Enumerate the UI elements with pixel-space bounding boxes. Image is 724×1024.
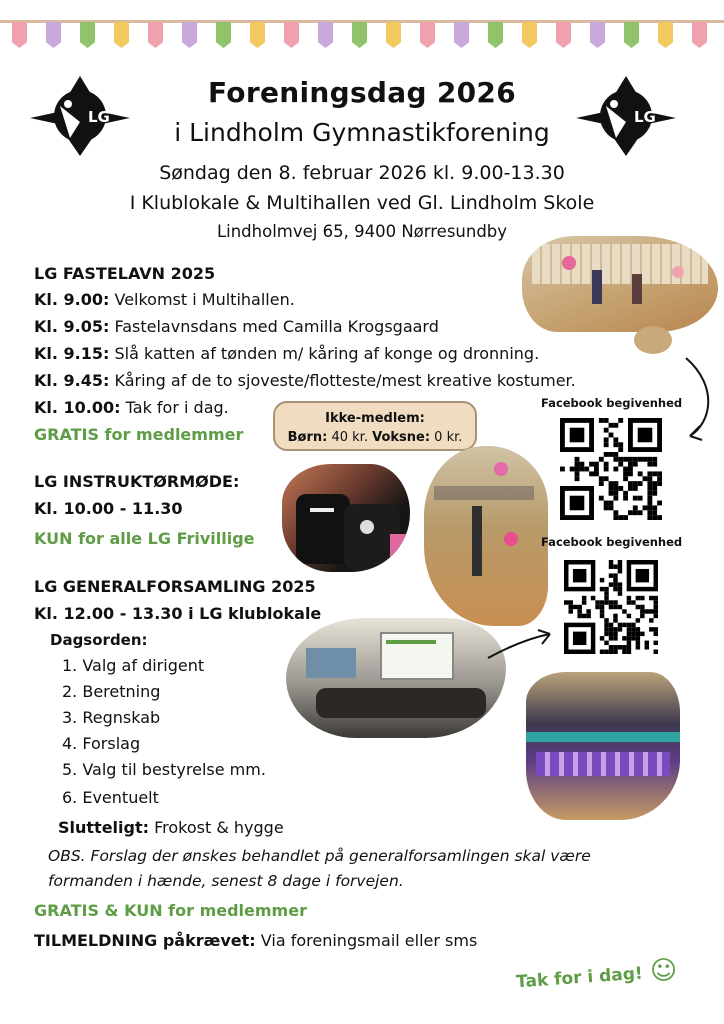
photo-cat-barrel bbox=[424, 446, 548, 626]
instruktor-note: KUN for alle LG Frivillige bbox=[34, 529, 255, 548]
bunting-flag bbox=[590, 22, 605, 48]
photo-gymnastics-group bbox=[526, 672, 680, 820]
logo-text: LG bbox=[88, 108, 110, 126]
gf-price-note: GRATIS & KUN for medlemmer bbox=[34, 901, 307, 920]
page-subtitle: i Lindholm Gymnastikforening bbox=[174, 118, 550, 147]
event-date: Søndag den 8. februar 2026 kl. 9.00-13.30 bbox=[159, 162, 565, 184]
bunting-flag bbox=[454, 22, 469, 48]
bunting-flag bbox=[148, 22, 163, 48]
instruktor-time: Kl. 10.00 - 11.30 bbox=[34, 499, 183, 518]
bunting-flag bbox=[216, 22, 231, 48]
bunting-flag bbox=[250, 22, 265, 48]
bunting-flag bbox=[386, 22, 401, 48]
event-address: Lindholmvej 65, 9400 Nørresundby bbox=[216, 222, 508, 241]
nonmember-prices: Børn: 40 kr. Voksne: 0 kr. bbox=[287, 430, 463, 445]
photo-fastelavn-hall bbox=[522, 236, 718, 332]
smiley-icon: ☺ bbox=[650, 956, 678, 986]
bunting-flag bbox=[522, 22, 537, 48]
event-venue: I Klublokale & Multihallen ved Gl. Lindholm Skole bbox=[129, 192, 595, 214]
arrow-icon bbox=[678, 356, 718, 446]
agenda-item: 6. Eventuelt bbox=[62, 788, 159, 807]
qr-label-2: Facebook begivenhed bbox=[541, 535, 683, 549]
nonmember-price-bubble bbox=[273, 401, 477, 451]
agenda-item: 1. Valg af dirigent bbox=[62, 656, 205, 675]
thanks-text: Tak for i dag! bbox=[515, 963, 644, 993]
agenda-item: 2. Beretning bbox=[62, 682, 161, 701]
gf-signup: TILMELDNING påkrævet: Via foreningsmail eller sms bbox=[34, 931, 478, 950]
qr-code-1[interactable] bbox=[560, 418, 662, 520]
instruktor-heading: LG INSTRUKTØRMØDE: bbox=[34, 472, 240, 491]
page-title: Foreningsdag 2026 bbox=[208, 76, 516, 109]
agenda-heading: Dagsorden: bbox=[50, 631, 148, 649]
bunting-flag bbox=[182, 22, 197, 48]
bunting-flag bbox=[284, 22, 299, 48]
lg-logo-left bbox=[30, 76, 130, 156]
bunting-flag bbox=[12, 22, 27, 48]
bunting-flag bbox=[556, 22, 571, 48]
bunting-flag bbox=[420, 22, 435, 48]
nonmember-heading: Ikke-medlem: bbox=[325, 411, 425, 426]
bunting-flag bbox=[318, 22, 333, 48]
bunting-flag bbox=[46, 22, 61, 48]
bunting-flag bbox=[488, 22, 503, 48]
arrow-icon bbox=[486, 626, 556, 662]
bunting-flag bbox=[658, 22, 673, 48]
bunting-flag bbox=[352, 22, 367, 48]
gf-heading: LG GENERALFORSAMLING 2025 bbox=[34, 577, 316, 596]
qr-label-1: Facebook begivenhed bbox=[541, 396, 683, 410]
agenda-item: 5. Valg til bestyrelse mm. bbox=[62, 760, 266, 779]
schedule-item: Kl. 9.05: Fastelavnsdans med Camilla Krogsgaard bbox=[34, 317, 439, 336]
fastelavn-heading: LG FASTELAVN 2025 bbox=[34, 264, 216, 283]
photo-meeting-room bbox=[286, 618, 506, 738]
logo-text: LG bbox=[634, 108, 656, 126]
qr-code-2[interactable] bbox=[564, 560, 658, 654]
photo-instruktor-shirts bbox=[282, 464, 410, 572]
photo-blob-small bbox=[634, 326, 672, 354]
schedule-item: Kl. 9.15: Slå katten af tønden m/ kåring af konge og dronning. bbox=[34, 344, 540, 363]
agenda-item: 4. Forslag bbox=[62, 734, 141, 753]
schedule-item: Kl. 9.00: Velkomst i Multihallen. bbox=[34, 290, 295, 309]
bunting-flag bbox=[114, 22, 129, 48]
gf-obs-line2: formanden i hænde, senest 8 dage i forvejen. bbox=[48, 872, 404, 890]
gf-finally: Slutteligt: Frokost & hygge bbox=[58, 818, 284, 837]
fastelavn-price-note: GRATIS for medlemmer bbox=[34, 425, 244, 444]
gf-obs-line1: OBS. Forslag der ønskes behandlet på generalforsamlingen skal være bbox=[48, 847, 591, 865]
gf-time: Kl. 12.00 - 13.30 i LG klublokale bbox=[34, 604, 322, 623]
bunting-flag bbox=[80, 22, 95, 48]
agenda-item: 3. Regnskab bbox=[62, 708, 161, 727]
schedule-item: Kl. 10.00: Tak for i dag. bbox=[34, 398, 229, 417]
bunting-flag bbox=[624, 22, 639, 48]
bunting-flag bbox=[692, 22, 707, 48]
schedule-item: Kl. 9.45: Kåring af de to sjoveste/flotteste/mest kreative kostumer. bbox=[34, 371, 576, 390]
